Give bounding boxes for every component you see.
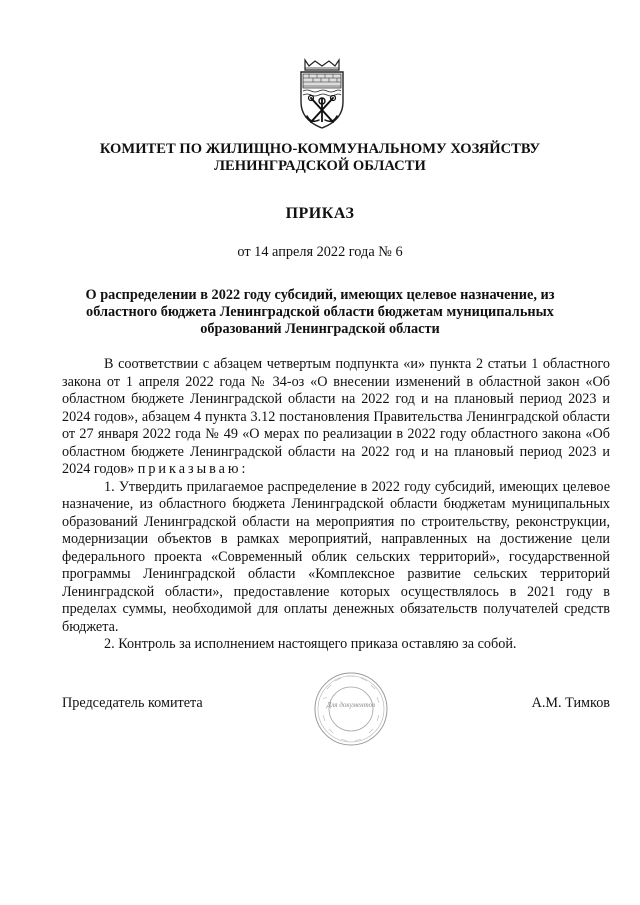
command-word: приказываю: — [137, 461, 249, 477]
document-body — [62, 356, 610, 654]
signer-name: А.М. Тимков — [531, 695, 610, 711]
subject-line-3: образований Ленинградской области — [200, 321, 440, 337]
coat-of-arms-icon — [297, 58, 347, 130]
signer-title: Председатель комитета — [62, 695, 203, 711]
subject-line-2: областного бюджета Ленинградской области бюджетам муниципальных — [86, 304, 554, 320]
committee-name-line-1: КОМИТЕТ ПО ЖИЛИЩНО-КОММУНАЛЬНОМУ ХОЗЯЙСТВУ — [99, 141, 541, 157]
preamble-text: В соответствии с абзацем четвертым подпункта «и» пункта 2 статьи 1 областного закона от 1 апреля 2022 года № 34-оз «О внесении изменений в областной закон «Об областном бюджете Ленинградской области на 2022 год и на плановый период 2023 и 2024 годов», абзацем 4 пункта 3.12 постановления Правительства Ленинградской области от 27 января 2022 года № 49 «О мерах по реализации в 2022 году областного закона «Об областном бюджете Ленинградской области на 2022 год и на плановый период 2023 и 2024 годов» — [62, 356, 610, 477]
committee-header — [40, 141, 600, 175]
committee-name-line-2: ЛЕНИНГРАДСКОЙ ОБЛАСТИ — [214, 158, 426, 174]
document-type-title: ПРИКАЗ — [285, 205, 355, 222]
document-subject — [70, 287, 570, 338]
stamp-text: Для документов — [326, 701, 376, 709]
body-paragraph-item-1: 1. Утвердить прилагаемое распределение в 2022 году субсидий, имеющих целевое назначение, из областного бюджета Ленинградской области бюджетам муниципальных образований Ленинградской области на мероприятия по строительству, реконструкции, модернизации объектов в рамках мероприятий, направленных на достижение цели федерального проекта «Современный облик сельских территорий», государственной программы Ленинградской области «Комплексное развитие сельских территорий Ленинградской области», предоставление которых осуществлялось в 2021 году в пределах суммы, необходимой для оплаты денежных обязательств получателей средств бюджета. — [62, 478, 610, 635]
body-paragraph-preamble — [62, 356, 610, 479]
body-paragraph-item-2: 2. Контроль за исполнением настоящего приказа оставляю за собой. — [104, 636, 517, 652]
official-stamp-icon — [313, 671, 389, 747]
document-date-number: от 14 апреля 2022 года № 6 — [237, 244, 403, 260]
subject-line-1: О распределении в 2022 году субсидий, имеющих целевое назначение, из — [85, 287, 555, 303]
